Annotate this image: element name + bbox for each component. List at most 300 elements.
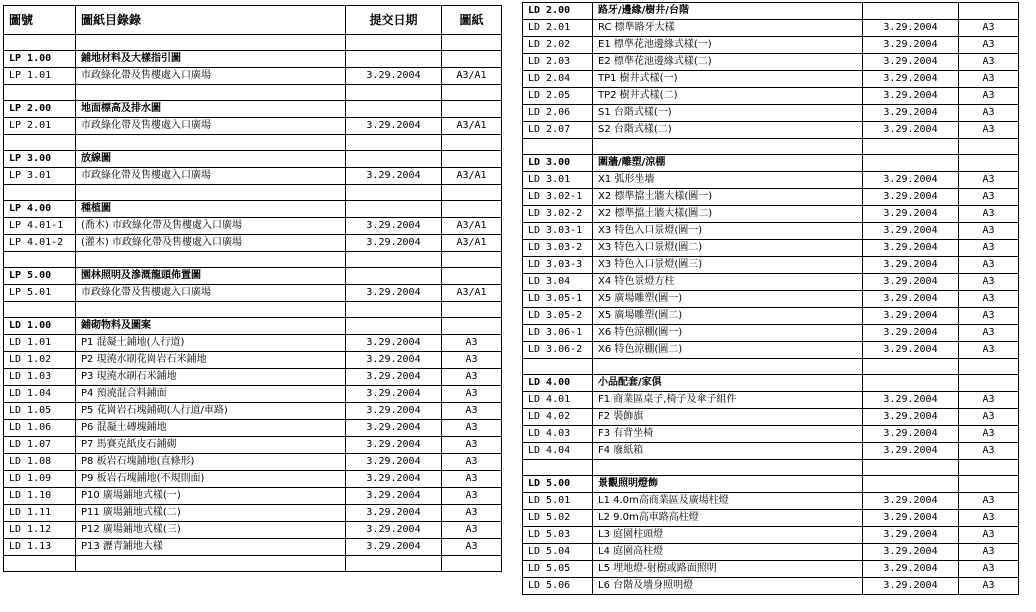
cell-size: A3 (959, 291, 1019, 308)
table-row (523, 392, 1019, 409)
table-row (523, 274, 1019, 291)
cell-title: E1 標準花池邊緣式樣(一) (593, 37, 863, 54)
cell-title (593, 460, 863, 476)
cell-size: A3/A1 (442, 285, 502, 302)
cell-code: LD 2.04 (523, 71, 593, 88)
cell-code: LD 2.03 (523, 54, 593, 71)
cell-date: 3.29.2004 (346, 488, 442, 505)
table-row (523, 578, 1019, 595)
cell-title: 小品配套/家俱 (593, 375, 863, 392)
cell-title: S2 台階式樣(二) (593, 122, 863, 139)
cell-title: X5 廣場雕塑(圖一) (593, 291, 863, 308)
cell-code: LD 3.05-1 (523, 291, 593, 308)
table-row (523, 88, 1019, 105)
cell-date: 3.29.2004 (346, 454, 442, 471)
table-row (4, 118, 502, 135)
cell-date: 3.29.2004 (863, 223, 959, 240)
table-row (523, 308, 1019, 325)
table-row (523, 71, 1019, 88)
cell-date: 3.29.2004 (346, 218, 442, 235)
cell-date: 3.29.2004 (346, 471, 442, 488)
cell-size: A3 (442, 454, 502, 471)
cell-title: P1 混凝土鋪地(人行道) (76, 335, 346, 352)
table-row (4, 488, 502, 505)
cell-date: 3.29.2004 (863, 578, 959, 595)
cell-date (346, 268, 442, 285)
blank-row (4, 35, 502, 51)
cell-date (863, 476, 959, 493)
cell-date: 3.29.2004 (863, 274, 959, 291)
cell-code: LD 1.12 (4, 522, 76, 539)
cell-date: 3.29.2004 (863, 105, 959, 122)
table-row (523, 426, 1019, 443)
cell-size: A3 (959, 54, 1019, 71)
cell-date: 3.29.2004 (863, 426, 959, 443)
cell-title: 路牙/邊緣/樹井/台階 (593, 3, 863, 20)
cell-code: LD 3.03-2 (523, 240, 593, 257)
cell-date: 3.29.2004 (346, 420, 442, 437)
cell-date (346, 135, 442, 151)
cell-title (76, 252, 346, 268)
cell-date (863, 139, 959, 155)
table-row (523, 189, 1019, 206)
cell-code (4, 302, 76, 318)
cell-size: A3/A1 (442, 235, 502, 252)
cell-code: LD 1.04 (4, 386, 76, 403)
table-row (523, 544, 1019, 561)
section-row (523, 3, 1019, 20)
cell-code: LD 1.02 (4, 352, 76, 369)
cell-size: A3 (959, 308, 1019, 325)
table-row (4, 522, 502, 539)
cell-date: 3.29.2004 (863, 392, 959, 409)
cell-size (959, 139, 1019, 155)
cell-date: 3.29.2004 (346, 352, 442, 369)
cell-code: LD 1.08 (4, 454, 76, 471)
cell-date: 3.29.2004 (863, 308, 959, 325)
cell-date: 3.29.2004 (863, 257, 959, 274)
cell-title: X3 特色入口景燈(圖三) (593, 257, 863, 274)
cell-title: F3 有背坐椅 (593, 426, 863, 443)
drawing-index-right (522, 2, 1019, 595)
cell-date: 3.29.2004 (863, 122, 959, 139)
section-row (4, 151, 502, 168)
cell-title: F4 廢紙箱 (593, 443, 863, 460)
cell-size (442, 556, 502, 572)
cell-code: LD 5.00 (523, 476, 593, 493)
blank-row (4, 185, 502, 201)
cell-size (442, 135, 502, 151)
section-row (4, 318, 502, 335)
cell-code: LD 5.01 (523, 493, 593, 510)
cell-code: LP 5.00 (4, 268, 76, 285)
cell-title: 鋪地材料及大樣指引圖 (76, 51, 346, 68)
cell-date: 3.29.2004 (346, 168, 442, 185)
cell-size (442, 185, 502, 201)
cell-size (442, 51, 502, 68)
header-size: 圖紙 (442, 6, 502, 35)
cell-code (523, 139, 593, 155)
cell-title: P2 現澆水刷花崗岩石米鋪地 (76, 352, 346, 369)
cell-title (76, 135, 346, 151)
cell-code (4, 185, 76, 201)
cell-date (346, 302, 442, 318)
cell-code (4, 252, 76, 268)
table-row (4, 369, 502, 386)
table-row (4, 218, 502, 235)
cell-title: 種植圖 (76, 201, 346, 218)
cell-title: P12 廣場鋪地式樣(三) (76, 522, 346, 539)
cell-title: E2 標準花池邊緣式樣(二) (593, 54, 863, 71)
table-row (523, 20, 1019, 37)
table-row (523, 443, 1019, 460)
cell-title (76, 35, 346, 51)
cell-code: LD 2.00 (523, 3, 593, 20)
cell-code: LD 1.13 (4, 539, 76, 556)
cell-code: LD 1.01 (4, 335, 76, 352)
cell-size: A3 (442, 488, 502, 505)
cell-title: X3 特色入口景燈(圖一) (593, 223, 863, 240)
cell-title: 市政綠化帶及售樓處入口廣場 (76, 68, 346, 85)
cell-code: LD 3.01 (523, 172, 593, 189)
cell-size: A3 (442, 352, 502, 369)
cell-code: LD 3.00 (523, 155, 593, 172)
cell-title: L3 庭園柱頭燈 (593, 527, 863, 544)
cell-code: LD 1.06 (4, 420, 76, 437)
cell-title: X5 廣場雕塑(圖二) (593, 308, 863, 325)
cell-date: 3.29.2004 (863, 54, 959, 71)
table-row (523, 291, 1019, 308)
cell-title: 市政綠化帶及售樓處入口廣場 (76, 168, 346, 185)
header-row (4, 6, 502, 35)
cell-date: 3.29.2004 (863, 240, 959, 257)
cell-code: LD 1.11 (4, 505, 76, 522)
cell-size: A3 (959, 223, 1019, 240)
cell-title: 鋪砌物料及圖案 (76, 318, 346, 335)
cell-size (959, 155, 1019, 172)
cell-size: A3 (442, 335, 502, 352)
table-row (4, 235, 502, 252)
section-row (523, 375, 1019, 392)
cell-title: (灌木) 市政綠化帶及售樓處入口廣場 (76, 235, 346, 252)
cell-code: LD 2.02 (523, 37, 593, 54)
cell-date (346, 201, 442, 218)
cell-size: A3 (442, 522, 502, 539)
cell-size: A3 (959, 527, 1019, 544)
cell-title: L6 台階及墻身照明燈 (593, 578, 863, 595)
table-row (523, 342, 1019, 359)
cell-size: A3 (959, 325, 1019, 342)
cell-code: LD 3.02-1 (523, 189, 593, 206)
cell-date (863, 3, 959, 20)
cell-size: A3 (442, 437, 502, 454)
cell-size (442, 151, 502, 168)
cell-date: 3.29.2004 (863, 409, 959, 426)
header-code: 圖號 (4, 6, 76, 35)
cell-title (76, 85, 346, 101)
cell-size: A3 (959, 409, 1019, 426)
cell-code: LD 2.05 (523, 88, 593, 105)
cell-title: X6 特色涼棚(圖一) (593, 325, 863, 342)
blank-row (4, 556, 502, 572)
cell-title: P3 現澆水刷石米鋪地 (76, 369, 346, 386)
table-row (4, 168, 502, 185)
table-row (4, 335, 502, 352)
cell-code: LD 5.06 (523, 578, 593, 595)
cell-size: A3 (959, 578, 1019, 595)
cell-code: LP 2.00 (4, 101, 76, 118)
cell-code: LD 3.03-3 (523, 257, 593, 274)
cell-code: LP 4.01-2 (4, 235, 76, 252)
table-row (523, 37, 1019, 54)
table-row (4, 403, 502, 420)
cell-size: A3 (959, 493, 1019, 510)
blank-row (523, 139, 1019, 155)
cell-date (346, 185, 442, 201)
section-row (523, 155, 1019, 172)
cell-title: X2 標準擋土牆大樣(圖一) (593, 189, 863, 206)
cell-date: 3.29.2004 (346, 437, 442, 454)
cell-size: A3 (959, 274, 1019, 291)
cell-size: A3 (959, 37, 1019, 54)
blank-row (4, 135, 502, 151)
cell-code: LP 1.01 (4, 68, 76, 85)
cell-code (4, 135, 76, 151)
cell-code: LD 4.04 (523, 443, 593, 460)
cell-size: A3 (959, 443, 1019, 460)
cell-code: LD 1.07 (4, 437, 76, 454)
cell-title: L1 4.0m高商業區及廣場柱燈 (593, 493, 863, 510)
cell-size: A3 (959, 122, 1019, 139)
table-row (523, 527, 1019, 544)
cell-title: 放線圖 (76, 151, 346, 168)
cell-code: LP 2.01 (4, 118, 76, 135)
cell-date: 3.29.2004 (863, 88, 959, 105)
cell-size: A3 (442, 403, 502, 420)
cell-code (523, 460, 593, 476)
cell-date: 3.29.2004 (863, 443, 959, 460)
cell-title: X3 特色入口景燈(圖二) (593, 240, 863, 257)
cell-title: 市政綠化帶及售樓處入口廣場 (76, 285, 346, 302)
cell-title: P11 廣場鋪地式樣(二) (76, 505, 346, 522)
cell-date: 3.29.2004 (346, 68, 442, 85)
cell-size: A3 (959, 510, 1019, 527)
cell-code: LP 5.01 (4, 285, 76, 302)
cell-title: P10 廣場鋪地式樣(一) (76, 488, 346, 505)
cell-size: A3 (959, 426, 1019, 443)
cell-title: L4 庭園高柱燈 (593, 544, 863, 561)
cell-code (4, 85, 76, 101)
cell-title (593, 139, 863, 155)
cell-size: A3 (959, 189, 1019, 206)
cell-code: LD 3.04 (523, 274, 593, 291)
cell-code: LD 3.06-2 (523, 342, 593, 359)
table-row (4, 454, 502, 471)
cell-size: A3 (959, 561, 1019, 578)
cell-date: 3.29.2004 (346, 403, 442, 420)
cell-title: S1 台階式樣(一) (593, 105, 863, 122)
cell-code: LD 4.03 (523, 426, 593, 443)
cell-title: 園林照明及滲溉龍頭佈置圖 (76, 268, 346, 285)
cell-date (346, 51, 442, 68)
cell-size: A3/A1 (442, 218, 502, 235)
cell-code: LP 3.00 (4, 151, 76, 168)
cell-size: A3 (959, 172, 1019, 189)
cell-code: LD 1.10 (4, 488, 76, 505)
cell-date: 3.29.2004 (863, 291, 959, 308)
cell-size: A3/A1 (442, 168, 502, 185)
drawing-index-left (3, 5, 502, 572)
cell-date: 3.29.2004 (346, 539, 442, 556)
cell-size: A3 (959, 392, 1019, 409)
cell-code (523, 359, 593, 375)
cell-date: 3.29.2004 (863, 172, 959, 189)
cell-date: 3.29.2004 (346, 522, 442, 539)
cell-title (593, 359, 863, 375)
cell-size (959, 375, 1019, 392)
header-title: 圖紙目錄錄 (76, 6, 346, 35)
cell-date: 3.29.2004 (863, 37, 959, 54)
cell-date: 3.29.2004 (863, 71, 959, 88)
cell-size (442, 35, 502, 51)
cell-size: A3 (442, 539, 502, 556)
table-row (4, 68, 502, 85)
cell-date: 3.29.2004 (863, 206, 959, 223)
cell-size (442, 85, 502, 101)
cell-size (442, 302, 502, 318)
table-row (523, 510, 1019, 527)
section-row (4, 201, 502, 218)
table-row (523, 223, 1019, 240)
cell-code (4, 35, 76, 51)
cell-title: 景觀照明燈飾 (593, 476, 863, 493)
cell-size: A3 (959, 342, 1019, 359)
table-row (523, 122, 1019, 139)
table-row (4, 352, 502, 369)
cell-date: 3.29.2004 (346, 118, 442, 135)
cell-size (442, 101, 502, 118)
cell-code: LD 1.05 (4, 403, 76, 420)
cell-size (959, 359, 1019, 375)
cell-date (346, 101, 442, 118)
cell-size (959, 460, 1019, 476)
table-row (523, 409, 1019, 426)
cell-title: L2 9.0m高車路高柱燈 (593, 510, 863, 527)
blank-row (4, 85, 502, 101)
cell-code: LD 1.00 (4, 318, 76, 335)
cell-date: 3.29.2004 (346, 285, 442, 302)
table-row (523, 206, 1019, 223)
cell-date: 3.29.2004 (863, 544, 959, 561)
cell-size: A3/A1 (442, 118, 502, 135)
cell-size: A3 (959, 257, 1019, 274)
table-row (523, 54, 1019, 71)
table-row (4, 386, 502, 403)
cell-code: LD 3.05-2 (523, 308, 593, 325)
cell-title: X6 特色涼棚(圖二) (593, 342, 863, 359)
cell-size: A3 (959, 105, 1019, 122)
cell-code: LD 2.01 (523, 20, 593, 37)
cell-date: 3.29.2004 (346, 505, 442, 522)
cell-title (76, 185, 346, 201)
table-row (523, 493, 1019, 510)
cell-title: TP1 樹井式樣(一) (593, 71, 863, 88)
blank-row (523, 460, 1019, 476)
cell-code: LP 3.01 (4, 168, 76, 185)
cell-size: A3 (959, 206, 1019, 223)
cell-date: 3.29.2004 (863, 561, 959, 578)
cell-size (959, 3, 1019, 20)
cell-code: LD 5.03 (523, 527, 593, 544)
cell-date (346, 35, 442, 51)
cell-code: LD 5.05 (523, 561, 593, 578)
cell-code: LD 1.09 (4, 471, 76, 488)
cell-code: LD 4.00 (523, 375, 593, 392)
cell-date: 3.29.2004 (863, 342, 959, 359)
blank-row (4, 252, 502, 268)
cell-size: A3/A1 (442, 68, 502, 85)
cell-title: F1 商業區桌子,椅子及傘子組件 (593, 392, 863, 409)
cell-title: P5 花崗岩石塊鋪砌(人行道/車路) (76, 403, 346, 420)
cell-code: LD 4.02 (523, 409, 593, 426)
table-row (523, 172, 1019, 189)
cell-code: LD 5.04 (523, 544, 593, 561)
cell-date: 3.29.2004 (863, 20, 959, 37)
cell-size (442, 268, 502, 285)
table-row (4, 437, 502, 454)
cell-size: A3 (959, 88, 1019, 105)
cell-title: 圍牆/雕塑/涼棚 (593, 155, 863, 172)
table-row (4, 539, 502, 556)
cell-date (863, 155, 959, 172)
cell-size: A3 (959, 71, 1019, 88)
cell-title: P4 預澆混合料鋪面 (76, 386, 346, 403)
cell-date (346, 252, 442, 268)
cell-date: 3.29.2004 (863, 510, 959, 527)
section-row (4, 101, 502, 118)
blank-row (4, 302, 502, 318)
cell-size (442, 252, 502, 268)
table-row (523, 105, 1019, 122)
cell-code: LD 2.06 (523, 105, 593, 122)
cell-date (346, 318, 442, 335)
cell-date: 3.29.2004 (863, 189, 959, 206)
table-row (4, 471, 502, 488)
cell-size: A3 (959, 240, 1019, 257)
cell-date (346, 85, 442, 101)
cell-date: 3.29.2004 (346, 369, 442, 386)
cell-code: LP 4.01-1 (4, 218, 76, 235)
cell-title (76, 302, 346, 318)
cell-title (76, 556, 346, 572)
blank-row (523, 359, 1019, 375)
cell-date (346, 151, 442, 168)
cell-size (442, 318, 502, 335)
cell-title: P7 馬賽克紙皮石鋪砌 (76, 437, 346, 454)
cell-title: L5 埋地燈-射樹或路面照明 (593, 561, 863, 578)
cell-code: LP 4.00 (4, 201, 76, 218)
cell-title: 地面標高及排水圖 (76, 101, 346, 118)
cell-title: TP2 樹井式樣(二) (593, 88, 863, 105)
cell-size: A3 (959, 20, 1019, 37)
table-row (4, 505, 502, 522)
table-row (523, 325, 1019, 342)
cell-title: 市政綠化帶及售樓處入口廣場 (76, 118, 346, 135)
cell-date: 3.29.2004 (346, 235, 442, 252)
cell-title: RC 標準路牙大樣 (593, 20, 863, 37)
cell-title: P13 瀝青鋪地大樣 (76, 539, 346, 556)
cell-code: LD 3.03-1 (523, 223, 593, 240)
